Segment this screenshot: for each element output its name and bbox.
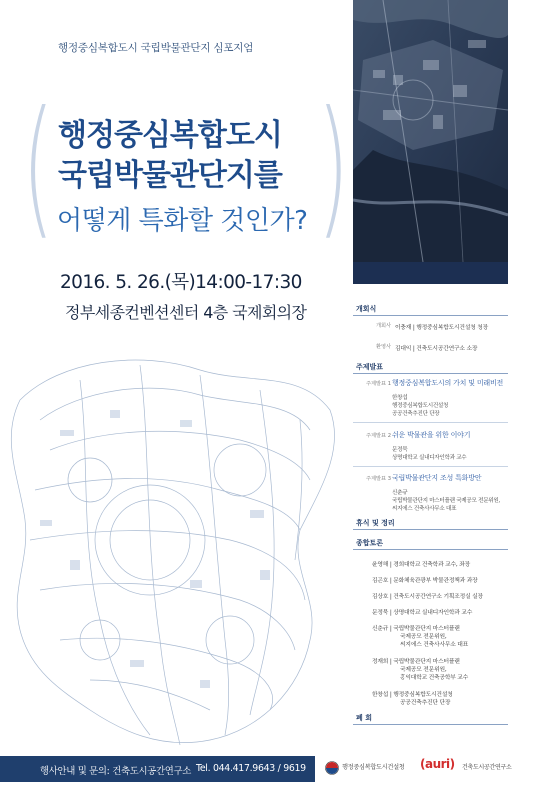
- section-opening: 개회식: [353, 303, 508, 316]
- title-line-3: 어떻게 특화할 것인가?: [57, 206, 308, 236]
- discussion-panelist: 한창섭 | 행정중심복합도시건설청: [372, 692, 453, 698]
- city-map-illustration: [0, 340, 345, 760]
- label-presentation-2: 주제발표 2: [366, 433, 391, 439]
- contact-phone: Tel. 044.417.9643 / 9619: [196, 763, 306, 774]
- presentation-1-title: 행정중심복합도시의 가치 및 미래비전: [392, 379, 504, 387]
- title-line-2: 국립박물관단지를: [58, 158, 282, 193]
- discussion-panelist-line: 홍익대학교 건축공학부 교수: [400, 675, 469, 681]
- divider: [353, 422, 508, 423]
- event-venue: 정부세종컨벤션센터 4층 국제회의장: [65, 303, 307, 322]
- right-parenthesis-decoration: ): [317, 80, 350, 254]
- divider: [353, 466, 508, 467]
- presentation-1-person-line: 공공건축추진단 단장: [392, 411, 440, 417]
- section-discussion: 종합토론: [353, 537, 508, 550]
- presentation-2-title: 쉬운 박물관을 위한 이야기: [392, 431, 471, 439]
- welcome-speech-row: 김대익 | 건축도시공간연구소 소장: [395, 346, 478, 352]
- discussion-panelist: 김상호 | 건축도시공간연구소 기획조정실 실장: [372, 594, 483, 600]
- org2-name: 건축도시공간연구소: [462, 764, 512, 771]
- presentation-1-person-line: 한창섭: [392, 395, 408, 401]
- presentation-2-person-line: 문정묵: [392, 447, 408, 453]
- contact-label: 행사안내 및 문의: 건축도시공간연구소: [40, 766, 192, 777]
- label-presentation-3: 주제발표 3: [366, 476, 391, 482]
- presentation-2-person-line: 상명대학교 실내디자인학과 교수: [392, 455, 467, 461]
- section-break: 휴식 및 정리: [353, 517, 508, 530]
- discussion-panelist: 신춘규 | 국립박물관단지 마스터플랜: [372, 626, 460, 632]
- section-presentations: 주제발표: [353, 361, 508, 374]
- label-welcome-speech: 환영사: [375, 344, 391, 350]
- title-line-1: 행정중심복합도시: [58, 118, 282, 153]
- presentation-1-person-line: 행정중심복합도시건설청: [392, 403, 449, 409]
- org1-name: 행정중심복합도시건설청: [342, 764, 405, 771]
- symposium-subtitle: 행정중심복합도시 국립박물관단지 심포지엄: [58, 42, 254, 54]
- opening-speech-row: 이충재 | 행정중심복합도시건설청 청장: [395, 325, 489, 331]
- discussion-panelist: 윤영해 | 경희대학교 건축학과 교수, 좌장: [372, 562, 471, 568]
- label-opening-speech: 개회사: [375, 323, 391, 329]
- discussion-panelist: 정재희 | 국립박물관단지 마스터플랜: [372, 659, 460, 665]
- discussion-panelist-line: 국제공모 전문위원,: [400, 667, 447, 673]
- label-presentation-1: 주제발표 1: [366, 381, 391, 387]
- presentation-3-person-line: 국립박물관단지 마스터플랜 국제공모 전문위원,: [392, 498, 500, 504]
- photo-band: [353, 262, 508, 284]
- left-parenthesis-decoration: (: [22, 80, 55, 254]
- discussion-panelist: 문정묵 | 상명대학교 실내디자인학과 교수: [372, 610, 473, 616]
- discussion-panelist-line: 국제공모 전문위원,: [400, 634, 447, 640]
- auri-logo: (auri): [420, 757, 455, 771]
- discussion-panelist-line: 공공건축추진단 단장: [400, 700, 451, 706]
- discussion-panelist: 김곤호 | 문화체육관광부 박물관정책과 과장: [372, 578, 478, 584]
- presentation-3-person-line: 씨지에스 건축사사무소 대표: [392, 506, 457, 512]
- section-closing: 폐 회: [353, 712, 508, 725]
- presentation-3-title: 국립박물관단지 조성 특화방안: [392, 474, 482, 482]
- government-emblem-icon: [325, 760, 339, 774]
- discussion-panelist-line: 씨지에스 건축사사무소 대표: [400, 642, 469, 648]
- aerial-photo: [353, 0, 508, 262]
- event-date: 2016. 5. 26.(목)14:00-17:30: [60, 272, 302, 293]
- footer-contact-bar: [0, 756, 315, 782]
- presentation-3-person-line: 신춘규: [392, 490, 408, 496]
